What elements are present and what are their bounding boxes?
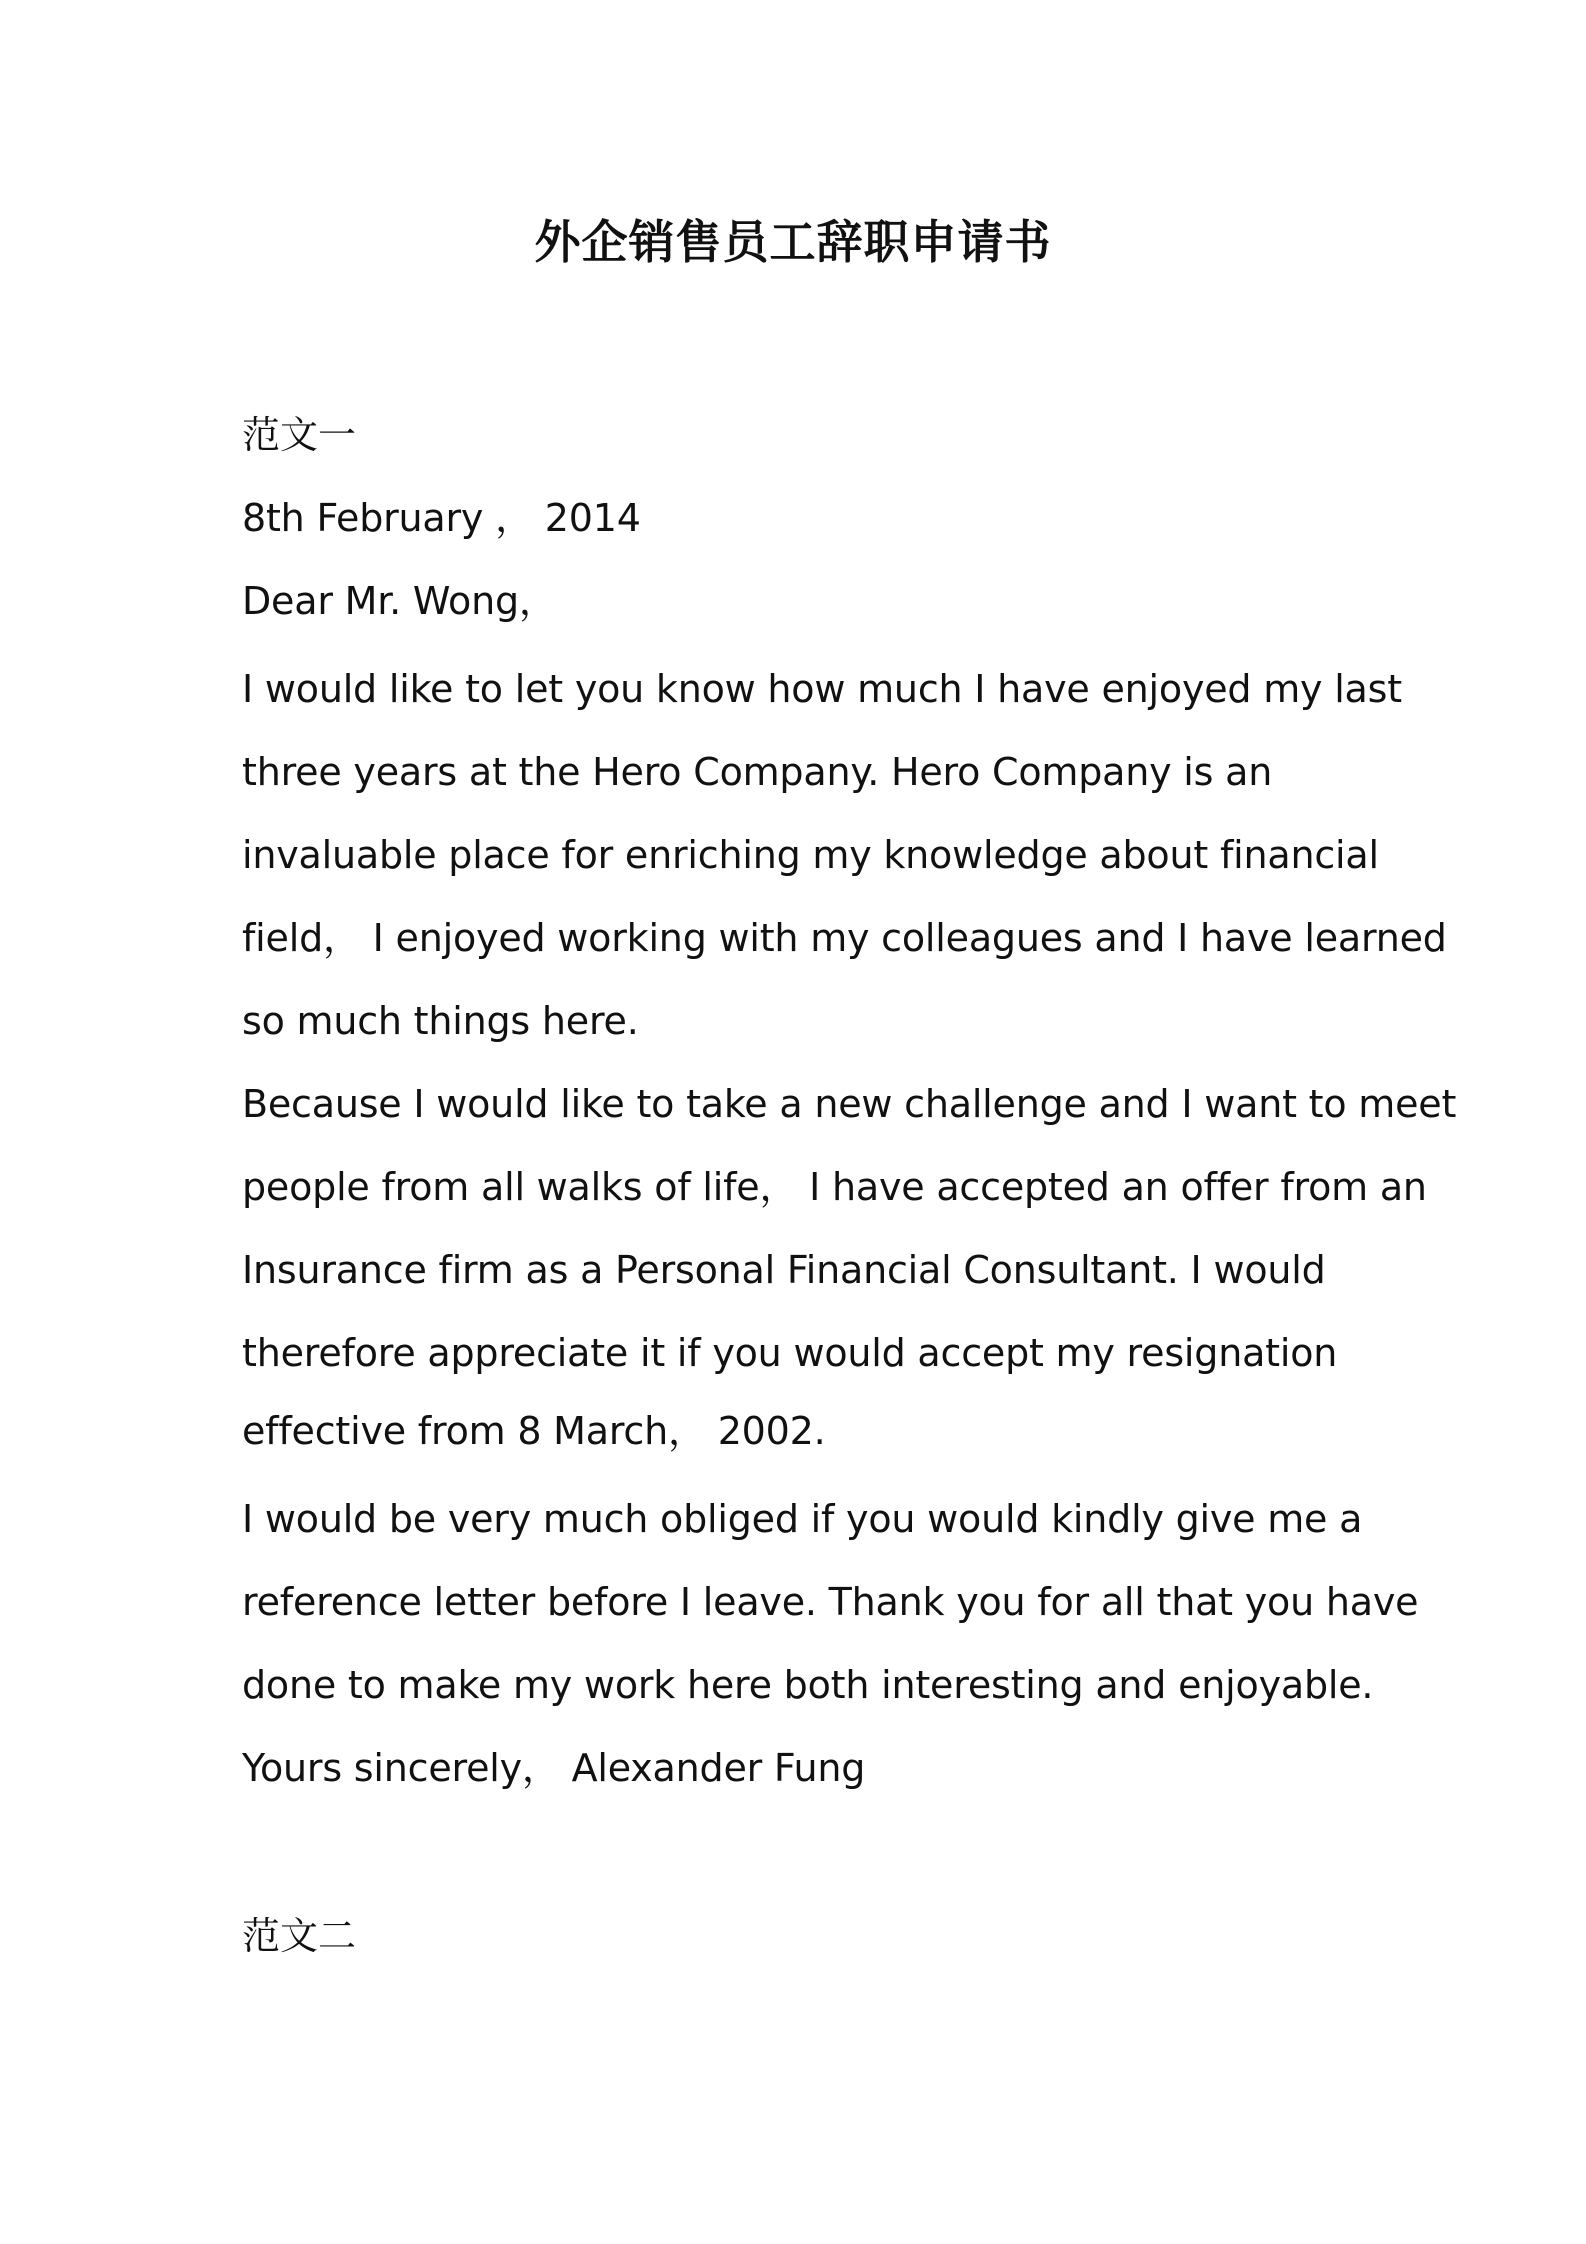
letter-line: done to make my work here both interesting and enjoyable.	[242, 1663, 1374, 1707]
section-label-2: 范文二	[242, 1914, 357, 1958]
letter-line: effective from 8 March， 2002.	[242, 1409, 826, 1453]
letter-date: 8th February ， 2014	[242, 496, 641, 540]
letter-line: invaluable place for enriching my knowledge about financial	[242, 833, 1379, 877]
letter-line: therefore appreciate it if you would accept my resignation	[242, 1331, 1338, 1375]
letter-line: people from all walks of life， I have accepted an offer from an	[242, 1165, 1427, 1209]
letter-line: field， I enjoyed working with my colleagues and I have learned	[242, 916, 1447, 960]
letter-line: Because I would like to take a new challenge and I want to meet	[242, 1082, 1457, 1126]
letter-line: reference letter before I leave. Thank you for all that you have	[242, 1580, 1419, 1624]
letter-line: I would be very much obliged if you would kindly give me a	[242, 1497, 1363, 1541]
section-label-1: 范文一	[242, 413, 357, 457]
letter-line: Insurance firm as a Personal Financial Consultant. I would	[242, 1248, 1326, 1292]
letter-salutation: Dear Mr. Wong，	[242, 579, 557, 623]
document-title: 外企销售员工辞职申请书	[534, 215, 1052, 269]
letter-closing: Yours sincerely， Alexander Fung	[242, 1746, 866, 1790]
letter-line: so much things here.	[242, 999, 639, 1043]
letter-line: I would like to let you know how much I have enjoyed my last	[242, 667, 1402, 711]
letter-line: three years at the Hero Company. Hero Company is an	[242, 750, 1273, 794]
